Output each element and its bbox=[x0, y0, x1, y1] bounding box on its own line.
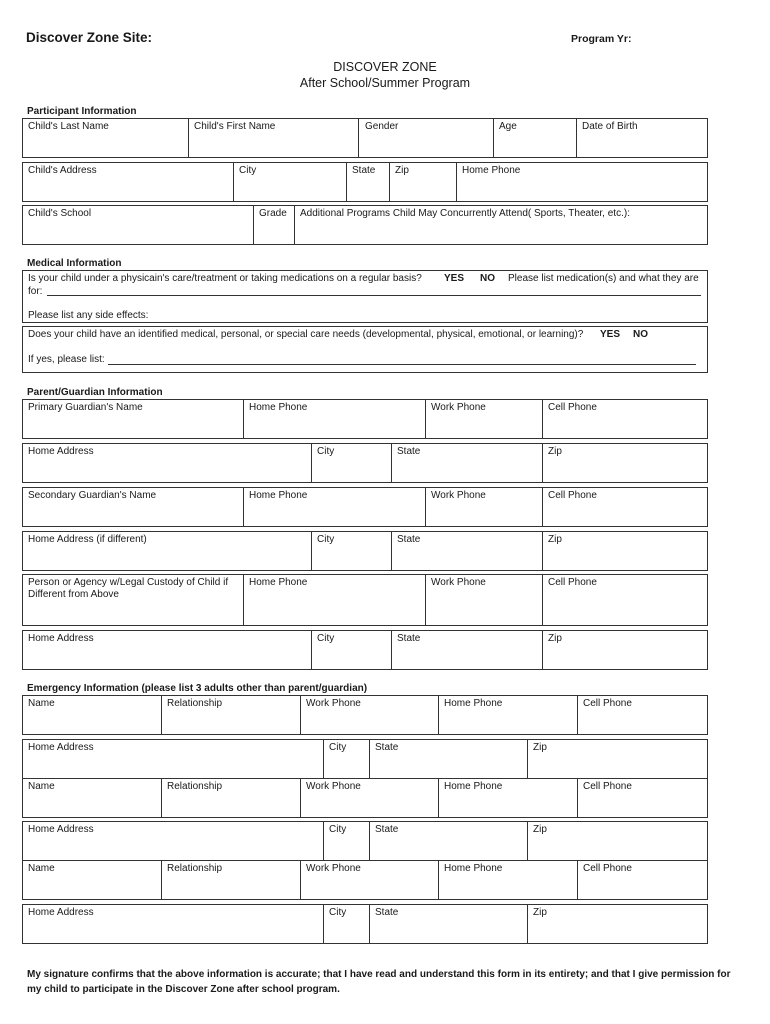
emergency-3-cell-phone-label: Cell Phone bbox=[583, 863, 632, 874]
child-address-field[interactable] bbox=[23, 163, 233, 201]
custody-state-field[interactable] bbox=[391, 631, 542, 669]
medical-q1-yes[interactable]: YES bbox=[444, 273, 465, 284]
secondary-guardian-row bbox=[22, 487, 708, 527]
primary-guardian-row bbox=[22, 399, 708, 439]
primary-work-phone-label: Work Phone bbox=[431, 402, 486, 413]
emergency-1-city-label: City bbox=[329, 742, 347, 753]
emergency-2-state-label: State bbox=[375, 824, 399, 835]
gender-field[interactable] bbox=[358, 119, 493, 157]
secondary-home-phone-label: Home Phone bbox=[249, 490, 308, 501]
state-label: State bbox=[352, 165, 376, 176]
emergency-1-work-phone-label: Work Phone bbox=[306, 698, 361, 709]
last-name-label: Child's Last Name bbox=[28, 121, 109, 132]
custody-zip-label: Zip bbox=[548, 633, 562, 644]
emergency-1-relationship-label: Relationship bbox=[167, 698, 223, 709]
home-phone-field[interactable] bbox=[456, 163, 707, 201]
emergency-3-state-field[interactable] bbox=[369, 905, 527, 943]
signature-statement: My signature confirms that the above information is accurate; that I have read and understand this form in its entirety; and that I give permission for my child to participate in the Discover Zone after school program. bbox=[27, 969, 731, 995]
emergency-2-address-label: Home Address bbox=[28, 824, 94, 835]
emergency-1-address-row bbox=[22, 739, 708, 779]
emergency-2-home-phone-label: Home Phone bbox=[444, 781, 503, 792]
medical-question-1: Is your child under a physicain's care/treatment or taking medications on a regular basis? bbox=[28, 273, 422, 284]
emergency-1-cell-phone-field[interactable] bbox=[577, 696, 707, 734]
primary-address-field[interactable] bbox=[23, 444, 311, 482]
primary-home-phone-field[interactable] bbox=[243, 400, 425, 438]
custody-work-phone-field[interactable] bbox=[425, 575, 542, 625]
secondary-address-row bbox=[22, 531, 708, 571]
medical-question-2: Does your child have an identified medical, personal, or special care needs (developmental, physical, emotional, or learning)? bbox=[28, 329, 584, 340]
custody-address-label: Home Address bbox=[28, 633, 94, 644]
secondary-state-label: State bbox=[397, 534, 421, 545]
emergency-1-cell-phone-label: Cell Phone bbox=[583, 698, 632, 709]
dob-label: Date of Birth bbox=[582, 121, 638, 132]
primary-guardian-name-field[interactable] bbox=[23, 400, 243, 438]
emergency-2-row bbox=[22, 778, 708, 818]
emergency-3-address-row bbox=[22, 904, 708, 944]
emergency-3-address-field[interactable] bbox=[23, 905, 323, 943]
medical-heading: Medical Information bbox=[27, 258, 122, 269]
secondary-cell-phone-field[interactable] bbox=[542, 488, 707, 526]
custody-work-phone-label: Work Phone bbox=[431, 577, 486, 588]
emergency-2-work-phone-label: Work Phone bbox=[306, 781, 361, 792]
city-field[interactable] bbox=[233, 163, 346, 201]
emergency-1-zip-label: Zip bbox=[533, 742, 547, 753]
primary-cell-phone-label: Cell Phone bbox=[548, 402, 597, 413]
primary-address-row bbox=[22, 443, 708, 483]
if-yes-line[interactable] bbox=[108, 364, 696, 365]
primary-work-phone-field[interactable] bbox=[425, 400, 542, 438]
emergency-1-relationship-field[interactable] bbox=[161, 696, 300, 734]
emergency-3-home-phone-label: Home Phone bbox=[444, 863, 503, 874]
primary-home-phone-label: Home Phone bbox=[249, 402, 308, 413]
secondary-address-label: Home Address (if different) bbox=[28, 534, 147, 545]
emergency-3-name-field[interactable] bbox=[23, 861, 161, 899]
emergency-2-zip-field[interactable] bbox=[527, 822, 707, 860]
emergency-2-relationship-label: Relationship bbox=[167, 781, 223, 792]
medical-q2-yes[interactable]: YES bbox=[600, 329, 621, 340]
emergency-2-work-phone-field[interactable] bbox=[300, 779, 438, 817]
age-label: Age bbox=[499, 121, 517, 132]
custody-address-row bbox=[22, 630, 708, 670]
medication-for-label: for: bbox=[28, 286, 43, 297]
last-name-field[interactable] bbox=[23, 119, 188, 157]
if-yes-label: If yes, please list: bbox=[28, 354, 105, 365]
custody-row bbox=[22, 574, 708, 626]
secondary-address-field[interactable] bbox=[23, 532, 311, 570]
dob-field[interactable] bbox=[576, 119, 707, 157]
emergency-1-zip-field[interactable] bbox=[527, 740, 707, 778]
custody-state-label: State bbox=[397, 633, 421, 644]
custody-name-label: Person or Agency w/Legal Custody of Child if Different from Above bbox=[28, 577, 229, 600]
emergency-1-work-phone-field[interactable] bbox=[300, 696, 438, 734]
secondary-city-field[interactable] bbox=[311, 532, 391, 570]
emergency-1-home-phone-field[interactable] bbox=[438, 696, 577, 734]
medical-q1-no[interactable]: NO bbox=[480, 273, 495, 284]
secondary-zip-field[interactable] bbox=[542, 532, 707, 570]
emergency-2-cell-phone-label: Cell Phone bbox=[583, 781, 632, 792]
zip-field[interactable] bbox=[389, 163, 456, 201]
emergency-3-relationship-field[interactable] bbox=[161, 861, 300, 899]
emergency-2-cell-phone-field[interactable] bbox=[577, 779, 707, 817]
emergency-3-relationship-label: Relationship bbox=[167, 863, 223, 874]
emergency-2-name-field[interactable] bbox=[23, 779, 161, 817]
custody-cell-phone-label: Cell Phone bbox=[548, 577, 597, 588]
form-title: DISCOVER ZONE bbox=[333, 60, 437, 74]
primary-zip-field[interactable] bbox=[542, 444, 707, 482]
emergency-1-name-label: Name bbox=[28, 698, 55, 709]
state-field[interactable] bbox=[346, 163, 389, 201]
emergency-3-state-label: State bbox=[375, 907, 399, 918]
custody-home-phone-label: Home Phone bbox=[249, 577, 308, 588]
emergency-2-city-label: City bbox=[329, 824, 347, 835]
emergency-2-name-label: Name bbox=[28, 781, 55, 792]
city-label: City bbox=[239, 165, 257, 176]
participant-row-3 bbox=[22, 205, 708, 245]
home-phone-label: Home Phone bbox=[462, 165, 521, 176]
primary-zip-label: Zip bbox=[548, 446, 562, 457]
school-label: Child's School bbox=[28, 208, 92, 219]
primary-city-field[interactable] bbox=[311, 444, 391, 482]
secondary-home-phone-field[interactable] bbox=[243, 488, 425, 526]
emergency-1-city-field[interactable] bbox=[323, 740, 369, 778]
medical-q2-no[interactable]: NO bbox=[633, 329, 648, 340]
medication-list-label: Please list medication(s) and what they are bbox=[508, 273, 699, 284]
primary-state-field[interactable] bbox=[391, 444, 542, 482]
emergency-3-work-phone-label: Work Phone bbox=[306, 863, 361, 874]
emergency-3-address-label: Home Address bbox=[28, 907, 94, 918]
participant-row-1 bbox=[22, 118, 708, 158]
emergency-1-address-label: Home Address bbox=[28, 742, 94, 753]
secondary-cell-phone-label: Cell Phone bbox=[548, 490, 597, 501]
zip-label: Zip bbox=[395, 165, 409, 176]
secondary-guardian-name-field[interactable] bbox=[23, 488, 243, 526]
emergency-3-cell-phone-field[interactable] bbox=[577, 861, 707, 899]
custody-cell-phone-field[interactable] bbox=[542, 575, 707, 625]
emergency-2-city-field[interactable] bbox=[323, 822, 369, 860]
secondary-city-label: City bbox=[317, 534, 335, 545]
participant-heading: Participant Information bbox=[27, 106, 137, 117]
first-name-label: Child's First Name bbox=[194, 121, 276, 132]
additional-programs-field[interactable] bbox=[294, 206, 707, 244]
form-subtitle: After School/Summer Program bbox=[299, 76, 471, 90]
emergency-3-city-label: City bbox=[329, 907, 347, 918]
secondary-state-field[interactable] bbox=[391, 532, 542, 570]
grade-field[interactable] bbox=[253, 206, 294, 244]
child-address-label: Child's Address bbox=[28, 165, 97, 176]
emergency-2-state-field[interactable] bbox=[369, 822, 527, 860]
participant-row-2 bbox=[22, 162, 708, 202]
secondary-zip-label: Zip bbox=[548, 534, 562, 545]
custody-name-field[interactable] bbox=[23, 575, 243, 625]
emergency-2-relationship-field[interactable] bbox=[161, 779, 300, 817]
guardian-heading: Parent/Guardian Information bbox=[27, 387, 163, 398]
medical-box-2 bbox=[22, 326, 708, 373]
emergency-1-address-field[interactable] bbox=[23, 740, 323, 778]
custody-address-field[interactable] bbox=[23, 631, 311, 669]
age-field[interactable] bbox=[493, 119, 576, 157]
emergency-1-name-field[interactable] bbox=[23, 696, 161, 734]
secondary-work-phone-field[interactable] bbox=[425, 488, 542, 526]
grade-label: Grade bbox=[259, 208, 287, 219]
emergency-3-row bbox=[22, 860, 708, 900]
side-effects-label: Please list any side effects: bbox=[28, 310, 149, 321]
primary-address-label: Home Address bbox=[28, 446, 94, 457]
emergency-2-address-field[interactable] bbox=[23, 822, 323, 860]
primary-city-label: City bbox=[317, 446, 335, 457]
emergency-1-state-field[interactable] bbox=[369, 740, 527, 778]
gender-label: Gender bbox=[365, 121, 399, 132]
emergency-3-home-phone-field[interactable] bbox=[438, 861, 577, 899]
emergency-3-name-label: Name bbox=[28, 863, 55, 874]
additional-programs-label: Additional Programs Child May Concurrently Attend( Sports, Theater, etc.): bbox=[300, 208, 630, 219]
emergency-1-home-phone-label: Home Phone bbox=[444, 698, 503, 709]
emergency-2-zip-label: Zip bbox=[533, 824, 547, 835]
site-label: Discover Zone Site: bbox=[26, 30, 153, 45]
emergency-3-zip-field[interactable] bbox=[527, 905, 707, 943]
secondary-guardian-name-label: Secondary Guardian's Name bbox=[28, 490, 157, 501]
emergency-1-state-label: State bbox=[375, 742, 399, 753]
custody-city-field[interactable] bbox=[311, 631, 391, 669]
emergency-heading: Emergency Information (please list 3 adults other than parent/guardian) bbox=[27, 683, 368, 694]
secondary-work-phone-label: Work Phone bbox=[431, 490, 486, 501]
emergency-3-city-field[interactable] bbox=[323, 905, 369, 943]
custody-zip-field[interactable] bbox=[542, 631, 707, 669]
custody-home-phone-field[interactable] bbox=[243, 575, 425, 625]
emergency-3-work-phone-field[interactable] bbox=[300, 861, 438, 899]
primary-guardian-name-label: Primary Guardian's Name bbox=[28, 402, 143, 413]
medical-box-1 bbox=[22, 270, 708, 323]
emergency-2-home-phone-field[interactable] bbox=[438, 779, 577, 817]
medication-line[interactable] bbox=[47, 295, 701, 296]
first-name-field[interactable] bbox=[188, 119, 358, 157]
emergency-2-address-row bbox=[22, 821, 708, 861]
emergency-3-zip-label: Zip bbox=[533, 907, 547, 918]
primary-cell-phone-field[interactable] bbox=[542, 400, 707, 438]
program-year-label: Program Yr: bbox=[571, 33, 632, 45]
school-field[interactable] bbox=[23, 206, 253, 244]
primary-state-label: State bbox=[397, 446, 421, 457]
custody-city-label: City bbox=[317, 633, 335, 644]
emergency-1-row bbox=[22, 695, 708, 735]
